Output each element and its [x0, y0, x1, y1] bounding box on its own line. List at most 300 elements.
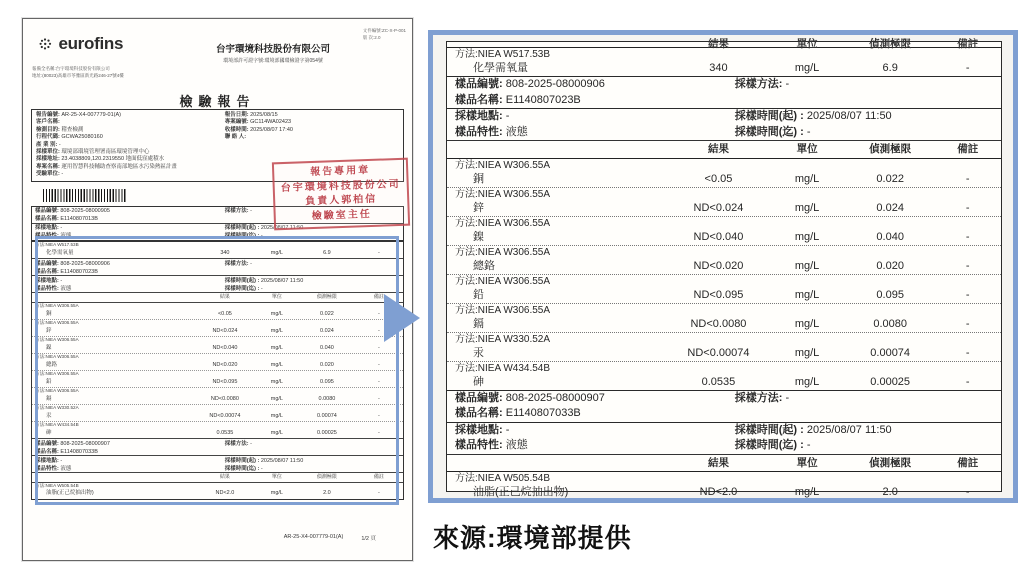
result-value: ND<0.00074 [687, 346, 750, 359]
col-unit: 單位 [796, 38, 818, 50]
method-label: 方法:NIEA W306.55A [35, 353, 79, 359]
unit-value: mg/L [270, 395, 283, 402]
unit-value: mg/L [794, 375, 820, 388]
label: 產 業 別: [36, 141, 58, 148]
unit-value: mg/L [794, 486, 820, 498]
analyte-name: 鉛 [46, 378, 52, 385]
mdl-value: 2.0 [882, 486, 898, 498]
result-value: 340 [709, 62, 728, 74]
note-value: - [377, 361, 380, 368]
col-unit: 單位 [271, 294, 282, 300]
test-purpose: 稽查檢測 [61, 126, 84, 133]
result-value: ND<0.024 [693, 201, 744, 214]
label: 樣品特性: [455, 125, 503, 138]
result-row-metal [32, 405, 403, 422]
note-value: - [377, 378, 380, 385]
info-row [36, 142, 399, 149]
result-row-metal [32, 303, 403, 320]
sample-line [32, 232, 403, 240]
method-label: 方法:NIEA W306.55A [35, 387, 79, 393]
report-number: AR-25-X4-007779-01(A) [61, 112, 121, 118]
label: 樣品名稱: [455, 407, 503, 419]
col-note: 備註 [957, 143, 979, 155]
label: 採樣方法: [734, 391, 783, 404]
sample-number: 808-2025-08000906 [505, 78, 605, 90]
sample-block-907 [32, 439, 403, 483]
sample-number: 808-2025-08000906 [60, 261, 110, 267]
zoom-panel [428, 30, 1018, 503]
result-row-metal [32, 422, 403, 439]
result-value: ND<0.040 [212, 344, 238, 351]
label: 採樣地點: [35, 278, 59, 284]
unit-value: mg/L [270, 361, 283, 368]
result-value: ND<0.095 [212, 378, 238, 385]
barcode [43, 189, 127, 202]
sampling-time-end: - [806, 125, 811, 138]
sample-number: 808-2025-08000907 [60, 440, 110, 447]
note-value: - [377, 310, 380, 317]
analyte-name: 汞 [473, 346, 484, 359]
unit-value: mg/L [270, 429, 283, 436]
sampling-time-start: 2025/08/07 11:50 [260, 457, 304, 464]
col-note: 備註 [957, 38, 979, 50]
col-result: 結果 [219, 294, 230, 300]
analyte-name: 銅 [473, 172, 484, 185]
label: 樣品名稱: [35, 448, 59, 455]
sampling-address: 23.4038809,120.2319550 地面低窪處積水 [61, 156, 165, 163]
unit-value: mg/L [794, 288, 820, 301]
col-unit: 單位 [796, 456, 818, 469]
col-result: 結果 [707, 38, 729, 50]
mdl-value: 0.024 [876, 201, 904, 214]
result-row-metal [32, 354, 403, 371]
result-row-metal [447, 362, 1001, 391]
report-date: 2025/08/15 [250, 112, 278, 118]
result-value: ND<0.0080 [210, 395, 239, 402]
label: 採樣方法: [224, 261, 249, 267]
result-value: ND<0.020 [212, 361, 238, 368]
method-label: 方法:NIEA W306.55A [455, 304, 551, 316]
mdl-value: 0.040 [320, 344, 334, 351]
analyte-name: 銅 [46, 310, 52, 317]
sample-line [32, 259, 403, 267]
sample-line [32, 464, 403, 472]
result-row-metal [447, 275, 1001, 304]
stamp-line: 檢驗室主任 [311, 208, 372, 222]
analyte-name: 總鉻 [473, 259, 495, 272]
sample-line [32, 447, 403, 455]
sample-number: 808-2025-08000907 [505, 391, 605, 404]
mdl-value: 0.00025 [870, 375, 911, 388]
mdl-value: 0.00074 [316, 412, 337, 419]
mdl-value: 0.022 [876, 172, 904, 185]
label: 採樣方法: [224, 440, 249, 447]
method-label: 方法:NIEA W306.55A [35, 370, 79, 376]
analyte-name: 油脂(正己烷抽出物) [473, 486, 569, 498]
label: 採樣時間(起) : [734, 110, 804, 122]
sampling-location: - [60, 225, 63, 231]
trip-code: GCWA25080160 [61, 134, 103, 141]
label: 樣品編號: [35, 440, 59, 447]
label: 採樣地點: [35, 225, 59, 231]
project-name: 運用智慧科技輔助查察南部地區水污染熱區計畫 [61, 163, 177, 170]
label: 報告日期: [224, 112, 249, 118]
sampling-method: - [785, 391, 790, 404]
label: 樣品特性: [35, 233, 59, 239]
clipped-column-headers [447, 36, 1001, 48]
sampling-time-end: - [806, 439, 811, 451]
note-value: - [377, 429, 380, 436]
result-value: ND<2.0 [215, 490, 235, 497]
label: 採樣時間(迄) : [224, 465, 260, 472]
label: 採樣時間(迄) : [734, 439, 804, 451]
sampling-time-end: - [260, 233, 263, 239]
unit-value: mg/L [794, 201, 820, 214]
result-column-headers [32, 292, 403, 303]
stamp-line: 報告專用章 [310, 164, 371, 179]
col-note: 備註 [957, 456, 979, 469]
sample-characteristic: 液態 [505, 439, 528, 451]
note-value: - [965, 288, 970, 301]
label: 採樣時間(迄) : [224, 286, 260, 292]
col-unit: 單位 [796, 143, 818, 155]
label: 受驗單位: [36, 171, 60, 178]
analyte-name: 鉛 [473, 288, 484, 301]
col-note: 備註 [373, 294, 384, 300]
report-scan-page [22, 18, 413, 561]
method-label: 方法:NIEA W306.55A [455, 188, 551, 200]
sample-number: 808-2025-08000905 [60, 208, 110, 214]
mdl-value: 6.9 [323, 249, 331, 256]
result-row-metal [447, 217, 1001, 246]
method-label: 方法:NIEA W306.55A [455, 275, 551, 287]
doc-number: 文件編號:ZC-X-P-001 [362, 28, 406, 33]
page-footer [284, 534, 376, 542]
label: 專案編號: [224, 119, 249, 126]
method-label: 方法:NIEA W306.55A [35, 336, 79, 342]
sample-line [447, 423, 1001, 439]
sample-line [447, 109, 1001, 125]
unit-value: mg/L [794, 346, 820, 359]
label: 採樣時間(起) : [224, 278, 260, 284]
label: 採樣地點: [455, 110, 503, 122]
org-name-line: 報備全名稱:台宇環境科技股份有限公司 [32, 66, 110, 71]
sampling-location: - [505, 423, 510, 436]
method-label: 方法:NIEA W505.54B [455, 473, 551, 484]
analyte-name: 鋅 [473, 201, 484, 214]
sample-line [32, 439, 403, 447]
sampling-time-end: - [260, 465, 263, 472]
received-time: 2025/08/07 17:40 [250, 126, 293, 133]
mdl-value: 0.024 [320, 327, 334, 334]
result-row-metal [447, 188, 1001, 217]
label: 樣品編號: [455, 78, 503, 90]
project-number: GC114WA02423 [250, 119, 292, 126]
label: 報告編號: [36, 112, 60, 118]
document-meta [363, 28, 406, 41]
label: 採樣時間(起) : [224, 457, 260, 464]
source-caption: 來源:環境部提供 [433, 523, 632, 553]
info-row [36, 119, 399, 126]
label: 客戶名稱: [36, 119, 60, 126]
unit-value: mg/L [794, 317, 820, 330]
mdl-value: 0.040 [876, 230, 904, 243]
col-mdl: 偵測極限 [869, 143, 912, 155]
eurofins-logo [39, 34, 123, 56]
doc-version: 版 次:2.0 [362, 34, 381, 40]
label: 採樣方法: [734, 78, 783, 90]
sample-block-907 [447, 391, 1001, 473]
sample-characteristic: 液態 [60, 286, 72, 292]
result-row-metal [447, 333, 1001, 362]
sample-line [32, 275, 403, 284]
method-label: 方法:NIEA W330.52A [35, 404, 79, 410]
method-label: 方法:NIEA W517.53B [35, 242, 79, 247]
sampling-time-end: - [260, 286, 263, 292]
label: 行程代碼: [36, 134, 60, 141]
result-value: ND<0.024 [212, 327, 238, 334]
analyte-name: 鋅 [46, 327, 52, 334]
note-value: - [377, 395, 380, 402]
mdl-value: 2.0 [323, 490, 331, 497]
method-label: 方法:NIEA W306.55A [455, 159, 551, 171]
label: 採樣時間(迄) : [734, 125, 804, 138]
sample-line [447, 438, 1001, 454]
sampling-unit: 環境部環境管理署南區環境管理中心 [61, 149, 150, 156]
sampling-location: - [60, 457, 63, 464]
result-row-metal [447, 246, 1001, 275]
analyte-name: 鎘 [473, 317, 484, 330]
sample-line [32, 267, 403, 275]
mdl-value: 0.0080 [318, 395, 336, 402]
footer-page-number: 1/2 頁 [361, 536, 376, 542]
sample-name: E1140807023B [60, 269, 98, 275]
zoom-arrow-icon [384, 294, 420, 342]
result-row-metal [447, 159, 1001, 188]
mdl-value: 0.0080 [873, 317, 907, 330]
stamp-line: 台宇環境科技股份公司 [280, 178, 401, 194]
analyte-name: 鎘 [46, 395, 52, 402]
col-mdl: 偵測極限 [869, 38, 912, 50]
result-value: <0.05 [704, 172, 733, 185]
result-row-metal [32, 388, 403, 405]
label: 樣品名稱: [35, 269, 59, 275]
org-address-line: 地址:(80023)高雄市苓雅區新光路246-27號4樓 [32, 72, 124, 78]
col-result: 結果 [707, 456, 729, 469]
sample-name: E1140807013B [60, 216, 98, 222]
result-value: ND<0.0080 [690, 317, 747, 330]
label: 樣品編號: [455, 391, 503, 404]
label: 收樣時間: [224, 126, 249, 133]
result-value: ND<0.020 [693, 259, 744, 272]
col-note: 備註 [373, 473, 384, 480]
result-row-metal [32, 337, 403, 354]
label: 樣品名稱: [35, 216, 59, 222]
result-row-cod [447, 48, 1001, 77]
footer-report-number: AR-25-X4-007779-01(A) [283, 534, 344, 540]
sample-characteristic: 液態 [60, 233, 72, 239]
unit-value: mg/L [270, 490, 283, 497]
label: 專案名稱: [36, 163, 60, 170]
mdl-value: 0.00074 [870, 346, 911, 359]
unit-value: mg/L [270, 412, 283, 419]
sample-block-906 [447, 77, 1001, 159]
method-label: 方法:NIEA W306.55A [35, 319, 79, 325]
label: 聯 絡 人: [224, 134, 247, 141]
unit-value: mg/L [794, 62, 820, 74]
col-mdl: 偵測極限 [316, 473, 337, 480]
method-label: 方法:NIEA W434.54B [35, 421, 79, 427]
note-value: - [377, 249, 380, 256]
sampling-method: - [250, 440, 253, 447]
sample-block-906 [32, 259, 403, 303]
note-value: - [965, 375, 970, 388]
label: 樣品名稱: [455, 93, 503, 106]
report-title: 檢驗報告 [179, 94, 256, 109]
sampling-time-start: 2025/08/07 11:50 [806, 110, 892, 122]
label: 採樣地址: [36, 156, 60, 163]
note-value: - [377, 412, 380, 419]
company-name: 台宇環境科技股份有限公司 [215, 44, 330, 55]
sample-name: E1140807033B [505, 407, 581, 419]
note-value: - [965, 230, 970, 243]
mdl-value: 0.095 [320, 378, 334, 385]
result-column-headers [447, 140, 1001, 159]
result-row-metal [32, 320, 403, 337]
unit-value: mg/L [270, 327, 283, 334]
sampling-method: - [250, 208, 253, 214]
results-table [31, 241, 404, 500]
org-address [32, 66, 124, 79]
label: 採樣時間(迄) : [224, 233, 260, 239]
label: 樣品特性: [455, 439, 503, 451]
result-column-headers [447, 454, 1001, 473]
analyte-name: 化學需氧量 [473, 62, 528, 74]
zoomed-report-detail [446, 38, 1002, 498]
unit-value: mg/L [794, 259, 820, 272]
label: 採樣方法: [224, 208, 249, 214]
sample-line [447, 77, 1001, 93]
label: 樣品編號: [35, 208, 59, 214]
analyte-name: 總鉻 [46, 361, 58, 368]
sampling-time-start: 2025/08/07 11:50 [806, 423, 892, 436]
label: 檢測目的: [36, 126, 60, 133]
result-value: <0.05 [217, 310, 232, 317]
stamp-line: 負責人郭柏信 [305, 193, 378, 208]
col-mdl: 偵測極限 [316, 294, 337, 300]
company-header [171, 41, 375, 64]
unit-value: mg/L [270, 378, 283, 385]
sample-line [447, 125, 1001, 141]
method-label: 方法:NIEA W306.55A [455, 217, 551, 229]
result-row-oil [32, 483, 403, 499]
red-company-stamp [272, 158, 410, 231]
note-value: - [965, 62, 970, 74]
sample-characteristic: 液態 [505, 125, 528, 138]
unit-value: mg/L [794, 172, 820, 185]
note-value: - [965, 172, 970, 185]
result-value: 340 [220, 249, 230, 256]
method-label: 方法:NIEA W330.52A [455, 333, 551, 345]
method-label: 方法:NIEA W517.53B [455, 49, 551, 60]
method-label: 方法:NIEA W306.55A [455, 246, 551, 258]
col-mdl: 偵測極限 [869, 456, 912, 469]
sampling-location: - [505, 110, 510, 122]
method-label: 方法:NIEA W306.55A [35, 302, 79, 308]
label: 採樣時間(起) : [734, 423, 804, 436]
mdl-value: 0.095 [876, 288, 904, 301]
analyte-name: 化學需氧量 [46, 249, 74, 256]
note-value: - [377, 327, 380, 334]
analyte-name: 鎳 [473, 230, 484, 243]
sample-line [32, 455, 403, 464]
mdl-value: 0.020 [876, 259, 904, 272]
mdl-value: 6.9 [882, 62, 898, 74]
result-value: 0.0535 [701, 375, 736, 388]
note-value: - [377, 490, 380, 497]
analyte-name: 砷 [46, 429, 52, 436]
label: 樣品編號: [35, 261, 59, 267]
note-value: - [965, 317, 970, 330]
method-label: 方法:NIEA W434.54B [455, 362, 551, 374]
unit-value: mg/L [270, 344, 283, 351]
label: 採樣地點: [35, 457, 59, 464]
sampling-method: - [785, 78, 790, 90]
note-value: - [965, 259, 970, 272]
label: 採樣時間(起) : [224, 225, 260, 231]
industry-type: - [58, 141, 61, 148]
sample-characteristic: 液態 [60, 465, 72, 472]
unit-value: mg/L [270, 249, 283, 256]
sample-name: E1140807023B [505, 93, 581, 106]
mdl-value: 0.022 [320, 310, 334, 317]
sampling-method: - [250, 261, 253, 267]
mdl-value: 0.020 [320, 361, 334, 368]
analyte-name: 鎳 [46, 344, 52, 351]
method-label: 方法:NIEA W505.54B [35, 482, 79, 488]
sampling-time-start: 2025/08/07 11:50 [260, 278, 304, 284]
col-result: 結果 [707, 143, 729, 155]
result-column-headers [32, 472, 403, 483]
sampling-time-start: 2025/08/07 11:50 [260, 225, 304, 231]
info-row [36, 134, 399, 141]
sample-name: E1140807033B [60, 448, 98, 455]
result-row-metal [447, 304, 1001, 333]
license-number: 環境部許可證字號:環境部國環檢證字第054號 [223, 58, 323, 64]
eurofins-logo-text: eurofins [58, 34, 124, 53]
note-value: - [965, 486, 970, 498]
info-row [36, 112, 399, 119]
result-value: ND<0.00074 [209, 412, 241, 419]
result-row-metal [32, 371, 403, 388]
note-value: - [377, 344, 380, 351]
col-result: 結果 [219, 473, 230, 480]
note-value: - [965, 346, 970, 359]
mdl-value: 0.00025 [316, 429, 337, 436]
analyte-name: 汞 [46, 412, 52, 419]
result-value: ND<0.040 [693, 230, 744, 243]
note-value: - [965, 201, 970, 214]
unit-value: mg/L [270, 310, 283, 317]
label: 採樣地點: [455, 423, 503, 436]
col-unit: 單位 [271, 473, 282, 480]
sample-line [447, 406, 1001, 423]
sample-line [447, 93, 1001, 110]
sample-line [447, 391, 1001, 407]
result-value: 0.0535 [216, 429, 234, 436]
label: 樣品特性: [35, 465, 59, 472]
unit-value: mg/L [794, 230, 820, 243]
